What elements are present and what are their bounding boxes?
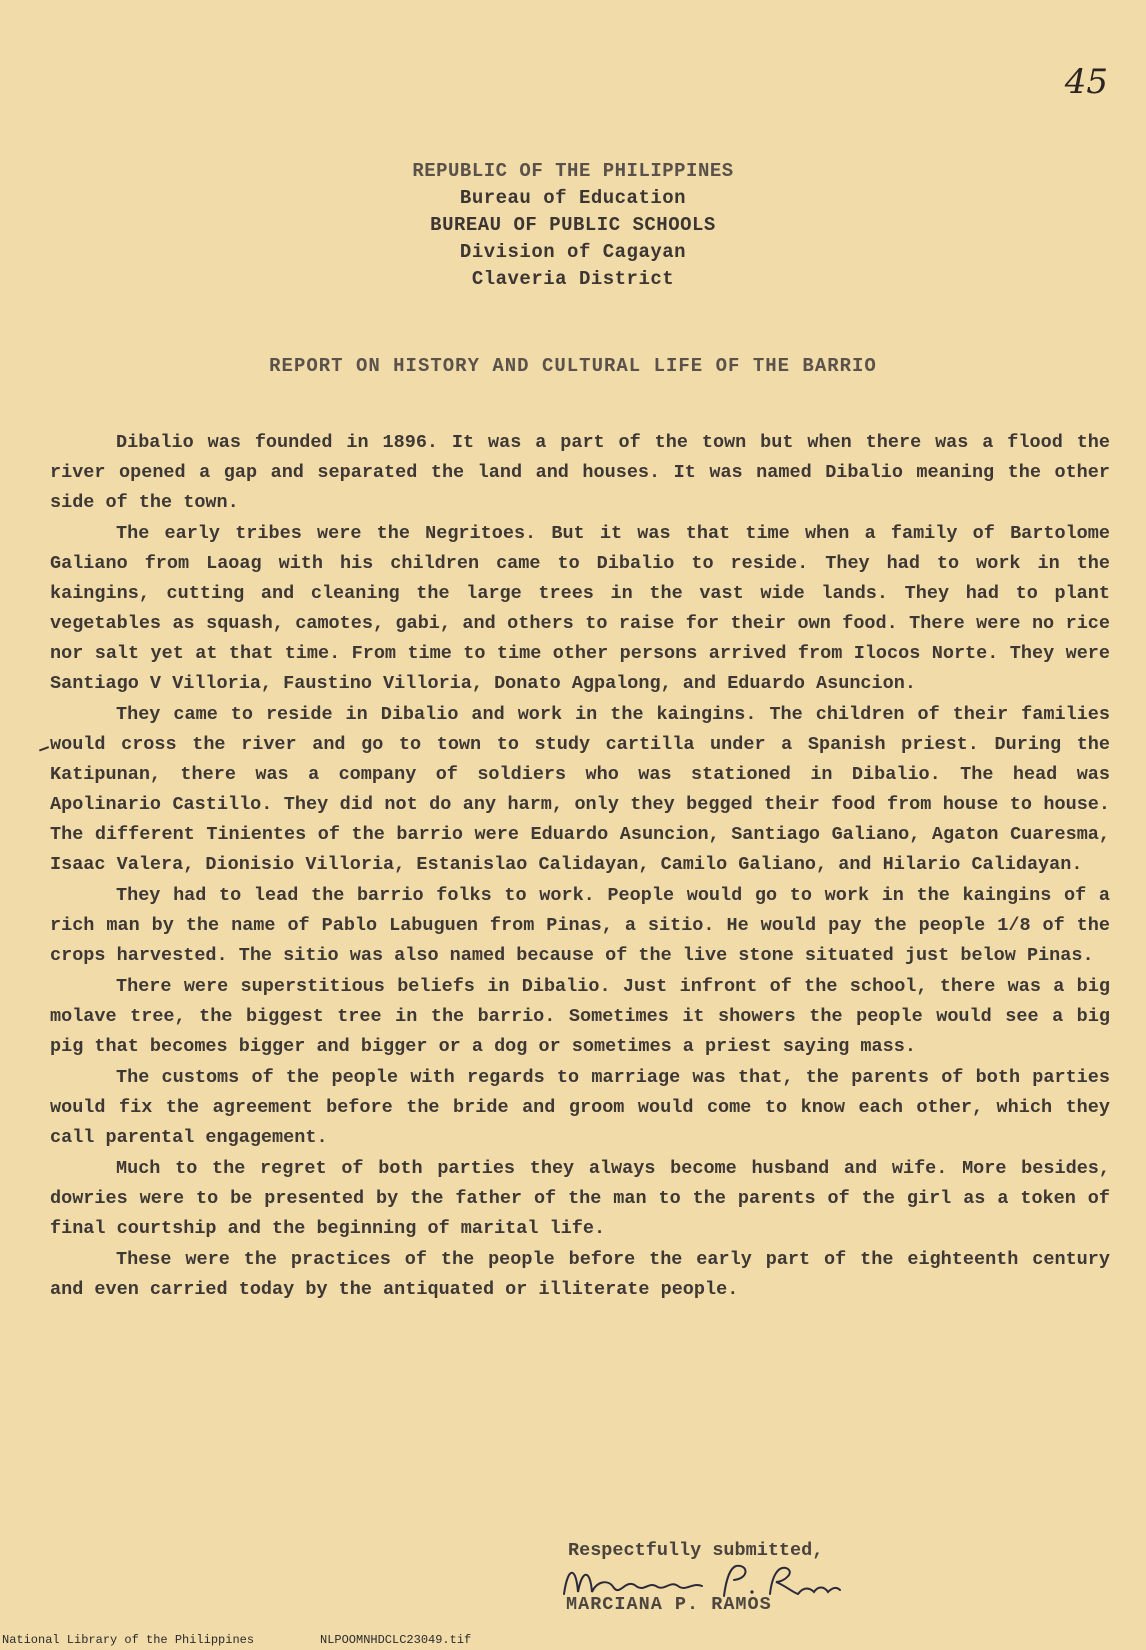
- paragraph-practices: These were the practices of the people before the early part of the eighteenth century and even carried today by the antiquated or illiterate people.: [50, 1249, 1110, 1300]
- archive-footer: [0, 1630, 1146, 1650]
- header-line-division: Division of Cagayan: [459, 241, 687, 263]
- footer-file-id: NLPOOMNHDCLC23049.tif: [320, 1633, 472, 1647]
- header-line-bureau-public-schools: BUREAU OF PUBLIC SCHOOLS: [430, 214, 716, 236]
- paragraph-work: They had to lead the barrio folks to work. People would go to work in the kaingins of a rich man by the name of Pablo Labuguen from Pinas, a sitio. He would pay the people 1/8 of the crops harvested. The sitio was also named because of the live stone situated just below Pinas.: [50, 885, 1110, 966]
- signatory-name: MARCIANA P. RAMOS: [566, 1594, 772, 1615]
- paragraph-settlers: They came to reside in Dibalio and work in the kaingins. The children of their families would cross the river and go to town to study cartilla under a Spanish priest. During the Katipunan, there was a company of soldiers who was stationed in Dibalio. The head was Apolinario Castillo. They did not do any harm, only they begged their food from house to house. The different Tinientes of the barrio were Eduardo Asuncion, Santiago Galiano, Agaton Cuaresma, Isaac Valera, Dionisio Villoria, Estanislao Calidayan, Camilo Galiano, and Hilario Calidayan.: [50, 704, 1110, 875]
- footer-library: National Library of the Philippines: [2, 1633, 255, 1647]
- page-number: 45: [1064, 62, 1108, 102]
- closing-salutation: Respectfully submitted,: [568, 1540, 824, 1561]
- header-line-republic: REPUBLIC OF THE PHILIPPINES: [412, 160, 734, 182]
- paragraph-founding: Dibalio was founded in 1896. It was a part of the town but when there was a flood the river opened a gap and separated the land and houses. It was named Dibalio meaning the other side of the town.: [50, 432, 1110, 513]
- report-body: [50, 428, 1110, 1306]
- paragraph-dowries: Much to the regret of both parties they always become husband and wife. More besides, dowries were to be presented by the father of the man to the parents of the girl as a token of final courtship and the beginning of marital life.: [50, 1158, 1110, 1239]
- header-line-district: Claveria District: [471, 268, 675, 290]
- paragraph-marriage-customs: The customs of the people with regards to marriage was that, the parents of both parties would fix the agreement before the bride and groom would come to know each other, which they call parental engagement.: [50, 1067, 1110, 1148]
- margin-pen-mark: [37, 741, 49, 752]
- letterhead: [0, 158, 1146, 293]
- header-line-bureau-education: Bureau of Education: [459, 187, 687, 209]
- paragraph-early-tribes: The early tribes were the Negritoes. But it was that time when a family of Bartolome Galiano from Laoag with his children came to Dibalio to reside. They had to work in the kaingins, cutting and cleaning the large trees in the vast wide lands. They had to plant vegetables as squash, camotes, gabi, and others to raise for their own food. There were no rice nor salt yet at that time. From time to time other persons arrived from Ilocos Norte. They were Santiago V Villoria, Faustino Villoria, Donato Agpalong, and Eduardo Asuncion.: [50, 523, 1110, 694]
- report-title: REPORT ON HISTORY AND CULTURAL LIFE OF THE BARRIO: [269, 355, 877, 377]
- paragraph-superstitions: There were superstitious beliefs in Dibalio. Just infront of the school, there was a big molave tree, the biggest tree in the barrio. Sometimes it showers the people would see a big pig that becomes bigger and bigger or a dog or sometimes a priest saying mass.: [50, 976, 1110, 1057]
